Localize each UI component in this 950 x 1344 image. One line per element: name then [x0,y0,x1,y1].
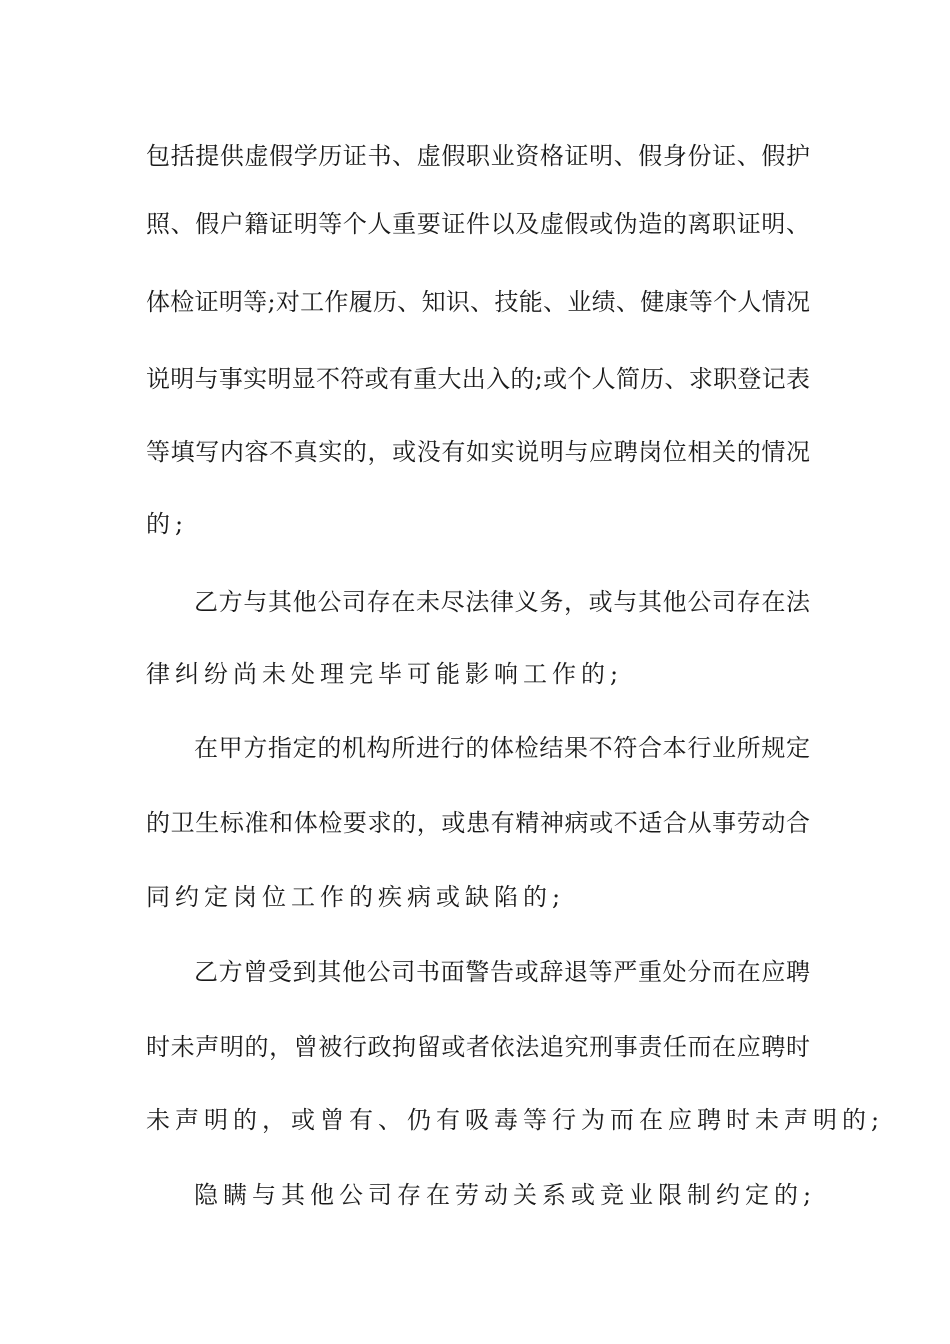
paragraph-start-line: 在甲方指定的机构所进行的体检结果不符合本行业所规定 [194,734,810,762]
text-line: 等填写内容不真实的，或没有如实说明与应聘岗位相关的情况 [146,438,810,466]
paragraph-start-line: 乙方曾受到其他公司书面警告或辞退等严重处分而在应聘 [194,958,810,986]
paragraph-start-line: 乙方与其他公司存在未尽法律义务，或与其他公司存在法 [194,588,810,616]
paragraph-start-line: 隐瞒与其他公司存在劳动关系或竞业限制约定的; [194,1181,817,1209]
text-line: 时未声明的，曾被行政拘留或者依法追究刑事责任而在应聘时 [146,1033,810,1061]
text-line: 体检证明等;对工作履历、知识、技能、业绩、健康等个人情况 [146,288,810,316]
text-line: 照、假户籍证明等个人重要证件以及虚假或伪造的离职证明、 [146,210,810,238]
text-line: 的卫生标准和体检要求的，或患有精神病或不适合从事劳动合 [146,809,810,837]
text-line: 的; [146,510,189,538]
text-line: 说明与事实明显不符或有重大出入的;或个人简历、求职登记表 [146,365,810,393]
text-line: 包括提供虚假学历证书、虚假职业资格证明、假身份证、假护 [146,142,810,170]
text-line: 同约定岗位工作的疾病或缺陷的; [146,883,566,911]
text-line: 未声明的，或曾有、仍有吸毒等行为而在应聘时未声明的; [146,1106,885,1134]
text-line: 律纠纷尚未处理完毕可能影响工作的; [146,660,624,688]
